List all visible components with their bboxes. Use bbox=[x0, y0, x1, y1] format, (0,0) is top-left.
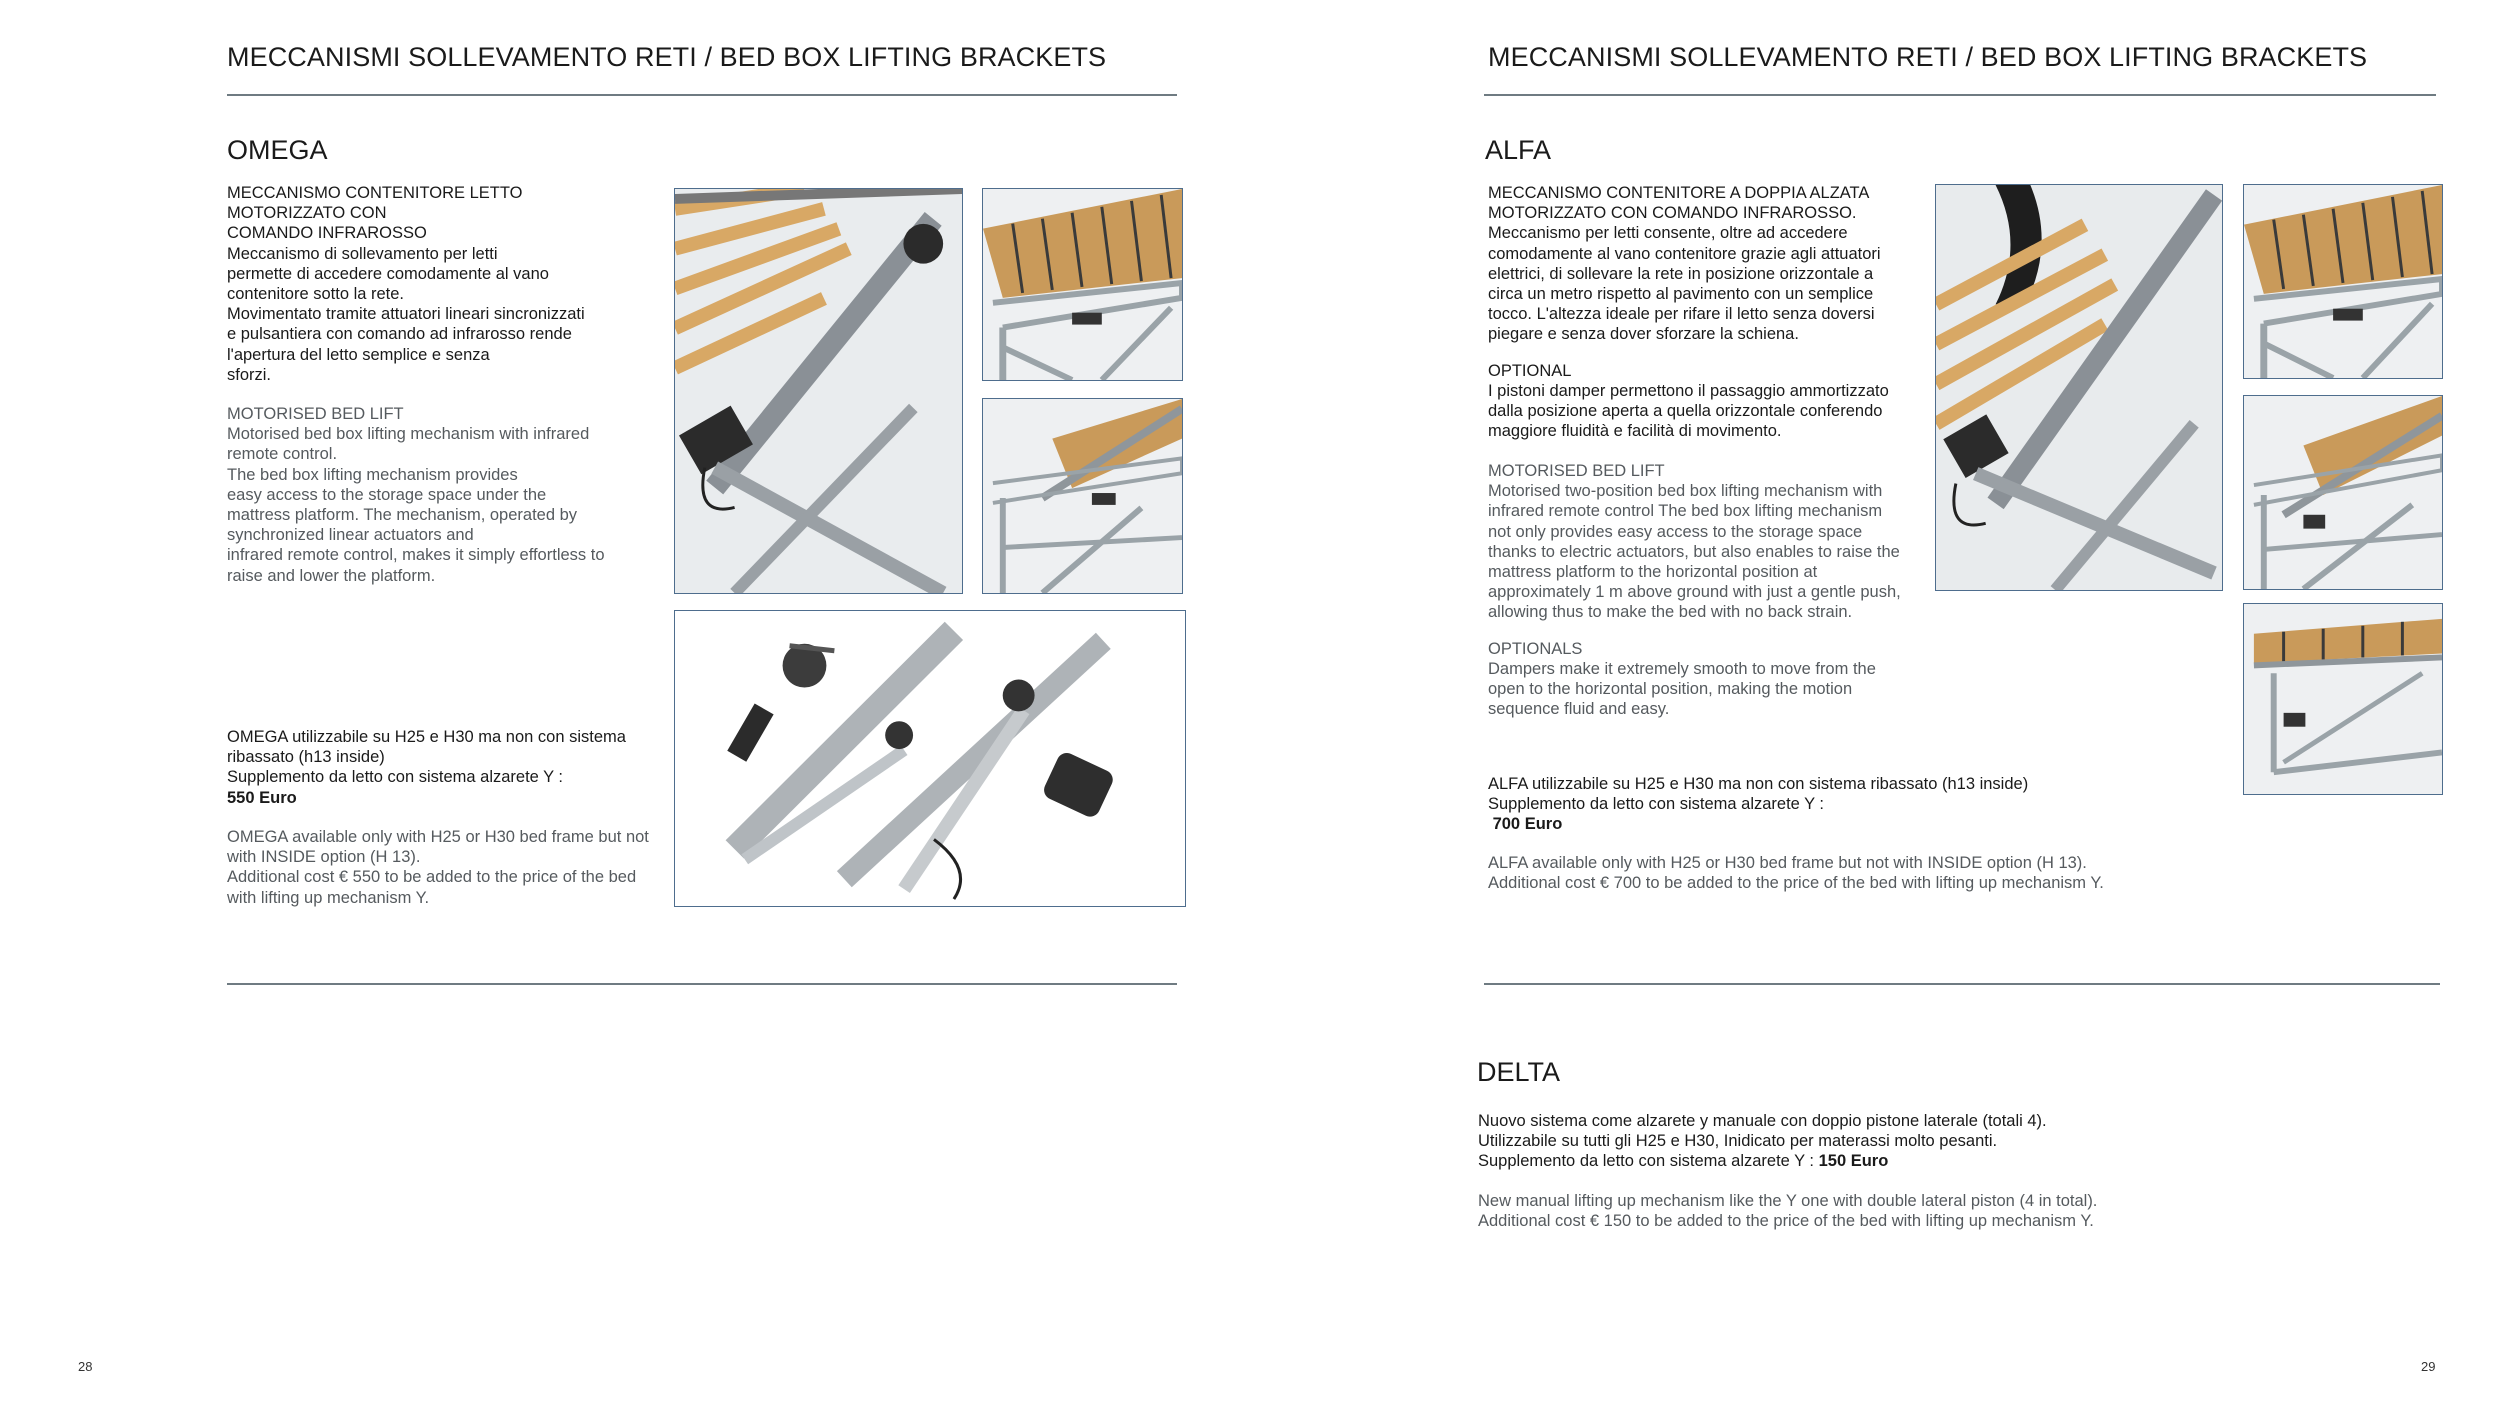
alfa-italian-pricing bbox=[1488, 774, 2028, 835]
alfa-english-pricing bbox=[1488, 853, 2104, 893]
omega-english-description bbox=[227, 404, 605, 586]
omega-lift-mechanism-photo bbox=[674, 188, 963, 594]
text-line: Additional cost € 150 to be added to the price of the bed with lifting up mechanism Y. bbox=[1478, 1212, 2094, 1231]
right-header-divider bbox=[1484, 94, 2436, 96]
alfa-lift-mechanism-photo bbox=[1935, 184, 2223, 591]
text-line: OPTIONALS bbox=[1488, 639, 1583, 658]
text-line: raise and lower the platform. bbox=[227, 566, 436, 585]
text-line: Utilizzabile su tutti gli H25 e H30, Inidicato per materassi molto pesanti. bbox=[1478, 1132, 1998, 1151]
omega-kit-components-photo bbox=[674, 610, 1186, 907]
text-line: thanks to electric actuators, but also enables to raise the bbox=[1488, 542, 1900, 561]
text-line: ribassato (h13 inside) bbox=[227, 748, 385, 767]
right-page-header: MECCANISMI SOLLEVAMENTO RETI / BED BOX LIFTING BRACKETS bbox=[1488, 42, 2368, 72]
right-page-number: 29 bbox=[2421, 1359, 2436, 1374]
text-line: elettrici, di sollevare la rete in posizione orizzontale a bbox=[1488, 264, 1874, 283]
text-line: synchronized linear actuators and bbox=[227, 526, 474, 545]
text-line: MOTORIZZATO CON COMANDO INFRAROSSO. bbox=[1488, 204, 1857, 223]
text-line: with lifting up mechanism Y. bbox=[227, 888, 430, 907]
text-line: sequence fluid and easy. bbox=[1488, 700, 1670, 719]
omega-italian-description bbox=[227, 183, 585, 385]
omega-title: OMEGA bbox=[227, 135, 328, 165]
alfa-bed-frame-horizontal-photo bbox=[2243, 603, 2443, 795]
text-line: not only provides easy access to the storage space bbox=[1488, 522, 1863, 541]
text-line: with INSIDE option (H 13). bbox=[227, 848, 421, 867]
text-line: allowing thus to make the bed with no back strain. bbox=[1488, 603, 1853, 622]
delta-italian-text bbox=[1478, 1111, 2047, 1172]
text-line: tocco. L'altezza ideale per rifare il letto senza doversi bbox=[1488, 305, 1875, 324]
alfa-price: 700 Euro bbox=[1488, 815, 1563, 834]
left-page-number: 28 bbox=[78, 1359, 93, 1374]
text-line: circa un metro rispetto al pavimento con un semplice bbox=[1488, 285, 1874, 304]
text-line: l'apertura del letto semplice e senza bbox=[227, 345, 490, 364]
left-bottom-divider bbox=[227, 983, 1177, 985]
text-line: MOTORISED BED LIFT bbox=[227, 405, 404, 423]
alfa-italian-description bbox=[1488, 183, 1889, 441]
text-line: e pulsantiera con comando ad infrarosso rende bbox=[227, 325, 572, 344]
text-line: sforzi. bbox=[227, 365, 272, 384]
text-line: Additional cost € 550 to be added to the price of the bed bbox=[227, 868, 637, 887]
text-line: MECCANISMO CONTENITORE LETTO bbox=[227, 184, 523, 202]
text-line: ALFA utilizzabile su H25 e H30 ma non con sistema ribassato (h13 inside) bbox=[1488, 775, 2029, 793]
text-line: Additional cost € 700 to be added to the price of the bed with lifting up mechanism Y. bbox=[1488, 874, 2104, 893]
alfa-bed-frame-open-photo bbox=[2243, 395, 2443, 590]
text-line: MOTORIZZATO CON bbox=[227, 204, 387, 223]
omega-italian-pricing bbox=[227, 727, 626, 808]
text-line: Dampers make it extremely smooth to move from the bbox=[1488, 659, 1876, 678]
text-line: The bed box lifting mechanism provides bbox=[227, 465, 518, 484]
text-line: piegare e senza dover sforzare la schiena. bbox=[1488, 325, 1799, 344]
text-line: ALFA available only with H25 or H30 bed frame but not with INSIDE option (H 13). bbox=[1488, 854, 2087, 872]
text-line: New manual lifting up mechanism like the Y one with double lateral piston (4 in total). bbox=[1478, 1192, 2098, 1210]
omega-bed-frame-closed-photo bbox=[982, 188, 1183, 381]
alfa-bed-frame-closed-photo bbox=[2243, 184, 2443, 379]
text-line: open to the horizontal position, making the motion bbox=[1488, 680, 1853, 699]
text-line: OPTIONAL bbox=[1488, 361, 1572, 380]
text-line: mattress platform. The mechanism, operated by bbox=[227, 506, 578, 525]
text-line: Meccanismo per letti consente, oltre ad accedere bbox=[1488, 224, 1848, 243]
text-line: I pistoni damper permettono il passaggio ammortizzato bbox=[1488, 381, 1889, 400]
alfa-title: ALFA bbox=[1485, 135, 1552, 165]
text-line: MECCANISMO CONTENITORE A DOPPIA ALZATA bbox=[1488, 184, 1870, 202]
text-line: infrared remote control, makes it simply effortless to bbox=[227, 546, 605, 565]
delta-price-prefix: Supplemento da letto con sistema alzarete Y : bbox=[1478, 1152, 1819, 1171]
text-line: remote control. bbox=[227, 445, 338, 464]
text-line: Movimentato tramite attuatori lineari sincronizzati bbox=[227, 305, 585, 324]
left-header-divider bbox=[227, 94, 1177, 96]
text-line: Supplemento da letto con sistema alzarete Y : bbox=[1488, 795, 1825, 814]
text-line bbox=[1478, 1151, 2047, 1171]
omega-bed-frame-open-photo bbox=[982, 398, 1183, 594]
right-middle-divider bbox=[1484, 983, 2440, 985]
text-line: maggiore fluidità e facilità di movimento. bbox=[1488, 422, 1782, 441]
text-line: contenitore sotto la rete. bbox=[227, 285, 405, 304]
text-line: Nuovo sistema come alzarete y manuale con doppio pistone laterale (totali 4). bbox=[1478, 1112, 2047, 1130]
left-page-header: MECCANISMI SOLLEVAMENTO RETI / BED BOX LIFTING BRACKETS bbox=[227, 42, 1107, 72]
text-line: Motorised bed box lifting mechanism with infrared bbox=[227, 425, 590, 444]
text-line: Supplemento da letto con sistema alzarete Y : bbox=[227, 768, 564, 787]
text-line: approximately 1 m above ground with just a gentle push, bbox=[1488, 583, 1901, 602]
omega-price: 550 Euro bbox=[227, 788, 297, 807]
delta-price: 150 Euro bbox=[1818, 1152, 1889, 1171]
text-line: Meccanismo di sollevamento per letti bbox=[227, 244, 498, 263]
text-line: OMEGA utilizzabile su H25 e H30 ma non con sistema bbox=[227, 728, 626, 746]
alfa-english-description bbox=[1488, 461, 1901, 719]
text-line: OMEGA available only with H25 or H30 bed frame but not bbox=[227, 828, 649, 846]
text-line: Motorised two-position bed box lifting mechanism with bbox=[1488, 482, 1883, 501]
delta-english-text bbox=[1478, 1191, 2097, 1231]
text-line: infrared remote control The bed box lifting mechanism bbox=[1488, 502, 1883, 521]
text-line: easy access to the storage space under the bbox=[227, 485, 547, 504]
text-line: COMANDO INFRAROSSO bbox=[227, 224, 427, 243]
omega-english-pricing bbox=[227, 827, 649, 908]
text-line: mattress platform to the horizontal position at bbox=[1488, 563, 1818, 582]
text-line: comodamente al vano contenitore grazie agli attuatori bbox=[1488, 244, 1881, 263]
text-line: permette di accedere comodamente al vano bbox=[227, 264, 549, 283]
text-line: MOTORISED BED LIFT bbox=[1488, 462, 1665, 480]
delta-title: DELTA bbox=[1477, 1057, 1561, 1087]
text-line: dalla posizione aperta a quella orizzontale conferendo bbox=[1488, 402, 1883, 421]
